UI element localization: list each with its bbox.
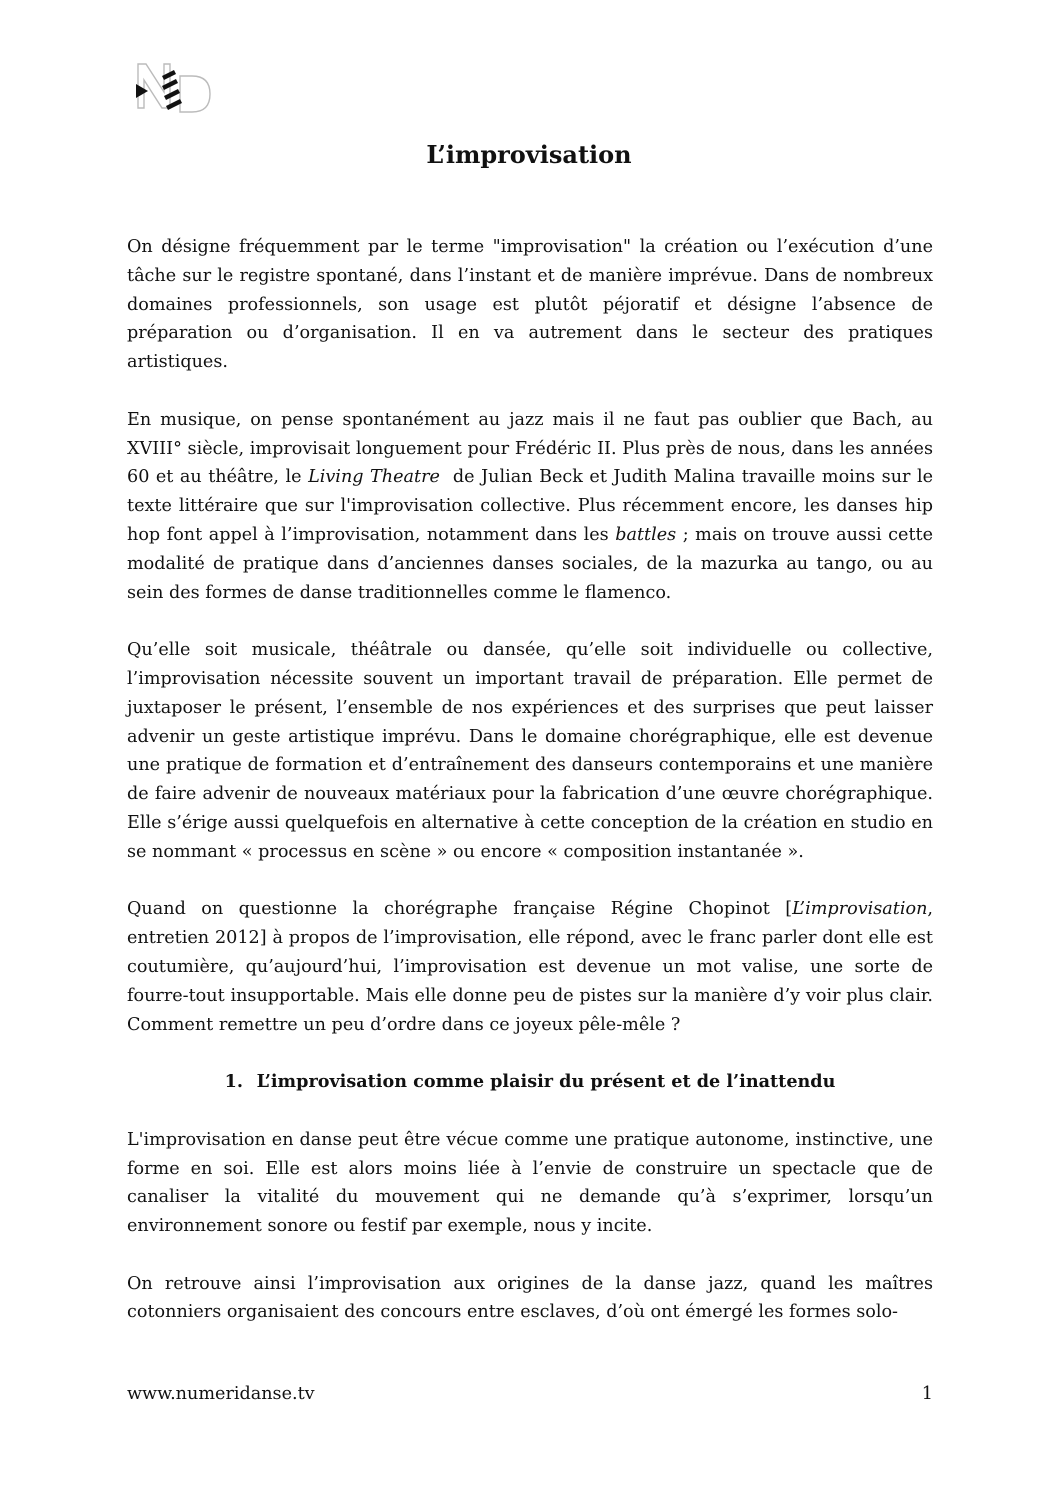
numeridanse-logo-icon [134,62,214,114]
paragraph-text: En musique, on pense spontanément au jazz mais il ne faut pas oublier que Bach, au XVIII° siècle, improvisait longuement pour Frédéric II. Plus près de nous, dans les années 60 et au théâtre, le [127,409,933,488]
paragraph-text: ; mais on trouve aussi cette modalité de pratique dans d’anciennes danses sociales, de la mazurka au tango, ou au sein des formes de danse traditionnelles comme le flamenco. [127,524,933,603]
paragraph-jazz-origins: On retrouve ainsi l’improvisation aux origines de la danse jazz, quand les maîtres cotonniers organisaient des concours entre esclaves, d’où ont émergé les formes solo- [127,1273,933,1323]
italic-term: Living Theatre [308,467,440,488]
paragraph-text: de Julian Beck et Judith Malina travaille moins sur le texte littéraire que sur l'improvisation collective. Plus récemment encore, les danses hip hop font appel à l’improvisation, notamment dans les [127,467,939,545]
paragraph-intro: On désigne fréquemment par le terme "improvisation" la création ou l’exécution d’une tâche sur le registre spontané, dans l’instant et de manière imprévue. Dans de nombreux domaines professionnels, son usage est plutôt péjoratif et désigne l’absence de préparation ou d’organisation. Il en va autrement dans le secteur des pratiques artistiques. [127,237,933,373]
section-number: 1. [224,1071,243,1093]
page-footer [127,1384,933,1404]
italic-term: battles [615,524,677,545]
paragraph-preparation: Qu’elle soit musicale, théâtrale ou dansée, qu’elle soit individuelle ou collective, l’improvisation nécessite souvent un important travail de préparation. Elle permet de juxtaposer le présent, l’ensemble de nos expériences et des surprises que peut laisser advenir un geste artistique imprévu. Dans le domaine chorégraphique, elle est devenue une pratique de formation et d’entraînement des danseurs contemporains et une manière de faire advenir de nouveaux matériaux pour la fabrication d’une œuvre chorégraphique. Elle s’érige aussi quelquefois en alternative à cette conception de la création en studio en se nommant « processus en scène » ou encore « composition instantanée ». [127,640,933,862]
footer-url: www.numeridanse.tv [127,1384,315,1404]
section-heading [127,1068,933,1097]
paragraph-music [127,406,939,608]
page-title: L’improvisation [426,140,632,169]
paragraph-autonomous: L'improvisation en danse peut être vécue comme une pratique autonome, instinctive, une forme en soi. Elle est alors moins liée à l’envie de construire un spectacle que de canaliser la vitalité du mouvement qui ne demande qu’à s’exprimer, lorsqu’un environnement sonore ou festif par exemple, nous y incite. [127,1129,933,1237]
paragraph-text: , entretien 2012] à propos de l’improvisation, elle répond, avec le franc parler dont elle est coutumière, qu’aujourd’hui, l’improvisation est devenue un mot valise, une sorte de fourre-tout insupportable. Mais elle donne peu de pistes sur la manière d’y voir plus clair. Comment remettre un peu d’ordre dans ce joyeux pêle-mêle ? [127,899,933,1035]
paragraph-chopinot [127,895,933,1039]
document-body [127,233,939,1327]
section-title: L’improvisation comme plaisir du présent et de l’inattendu [256,1071,836,1093]
page-number: 1 [921,1384,933,1404]
paragraph-text: Quand on questionne la chorégraphe française Régine Chopinot [ [127,899,793,920]
italic-term: L’improvisation [792,899,928,920]
